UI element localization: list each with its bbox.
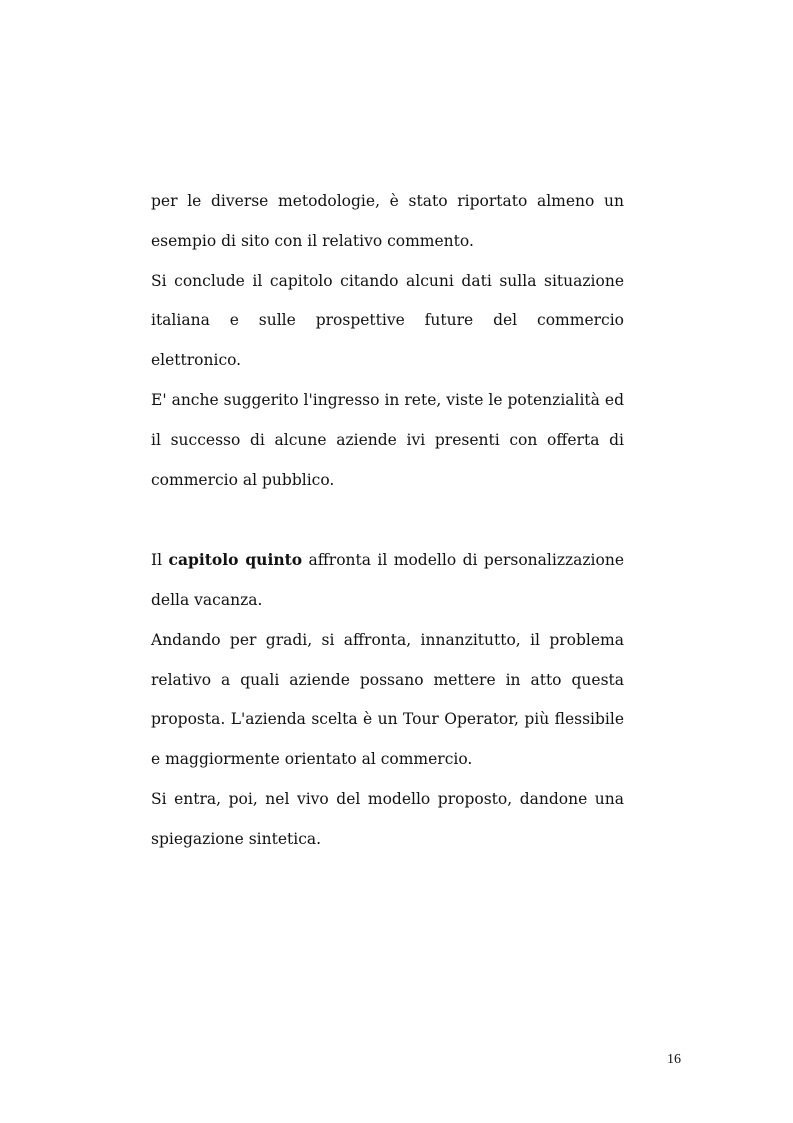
paragraph-chapter-five — [151, 540, 624, 621]
paragraph: per le diverse metodologie, è stato riportato almeno un esempio di sito con il relativo commento. — [151, 192, 624, 250]
body-text — [151, 182, 624, 860]
paragraph-spacer — [151, 500, 624, 540]
paragraph: Andando per gradi, si affronta, innanzitutto, il problema relativo a quali aziende possano mettere in atto questa proposta. L'azienda scelta è un Tour Operator, più flessibile e maggiormente orientato al commercio. — [151, 630, 624, 769]
paragraph: Si entra, poi, nel vivo del modello proposto, dandone una spiegazione sintetica. — [151, 789, 624, 848]
paragraph: Si conclude il capitolo citando alcuni dati sulla situazione italiana e sulle prospettive future del commercio elettronico. — [151, 271, 624, 370]
paragraph-lead: Il — [151, 551, 169, 570]
paragraph: E' anche suggerito l'ingresso in rete, viste le potenzialità ed il successo di alcune aziende ivi presenti con offerta di commercio al pubblico. — [151, 390, 624, 489]
page-number: 16 — [667, 1052, 681, 1067]
paragraph-rest: affronta il modello di personalizzazione della vacanza. — [151, 551, 625, 609]
chapter-reference: capitolo quinto — [168, 550, 303, 570]
